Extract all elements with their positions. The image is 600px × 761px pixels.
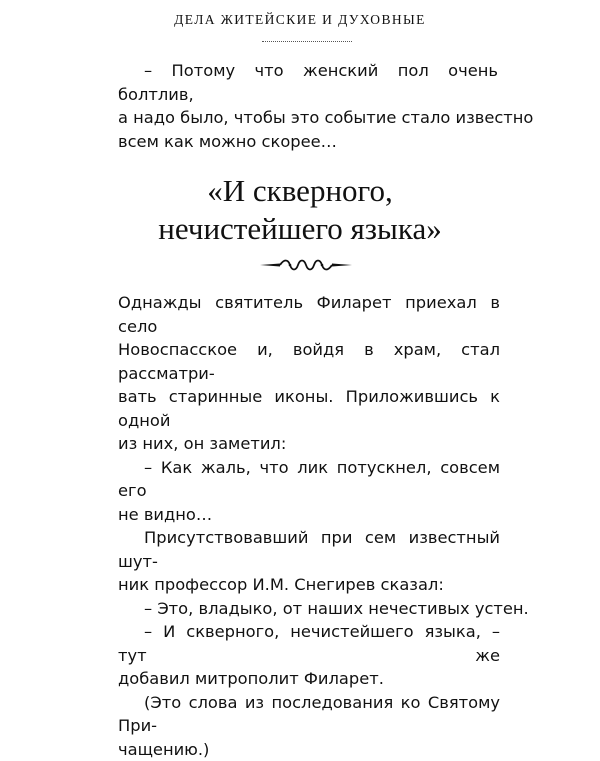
text-line: (Это слова из последования ко Святому При- — [118, 691, 500, 738]
paragraph — [118, 620, 500, 691]
paragraph — [118, 691, 500, 761]
text-line: Однажды святитель Филарет приехал в село — [118, 291, 500, 338]
text-line: – И скверного, нечистейшего языка, – тут же — [118, 620, 500, 667]
text-line: Новоспасское и, войдя в храм, стал рассматри- — [118, 338, 500, 385]
text-line: Присутствовавший при сем известный шут- — [118, 526, 500, 573]
text-line: чащению.) — [118, 738, 500, 761]
text-line: добавил митрополит Филарет. — [118, 667, 500, 691]
text-line: всем как можно скорее… — [118, 130, 498, 154]
chapter-title-line-1: «И скверного, — [0, 172, 600, 210]
ornament-divider-icon — [258, 257, 354, 273]
text-line: а надо было, чтобы это событие стало известно — [118, 106, 498, 130]
story-text — [118, 291, 500, 761]
paragraph — [118, 597, 500, 621]
top-paragraph — [118, 59, 498, 153]
text-line: не видно… — [118, 503, 500, 527]
text-line: – Как жаль, что лик потускнел, совсем его — [118, 456, 500, 503]
running-head-dotted-rule — [262, 41, 352, 42]
text-line: вать старинные иконы. Приложившись к одной — [118, 385, 500, 432]
text-line: – Потому что женский пол очень болтлив, — [118, 59, 498, 106]
chapter-title-line-2: нечистейшего языка» — [0, 210, 600, 248]
running-head: ДЕЛА ЖИТЕЙСКИЕ И ДУХОВНЫЕ — [0, 12, 600, 28]
paragraph — [118, 456, 500, 527]
paragraph — [118, 526, 500, 597]
text-line: из них, он заметил: — [118, 432, 500, 456]
chapter-title — [0, 172, 600, 248]
text-line: ник профессор И.М. Снегирев сказал: — [118, 573, 500, 597]
text-line: – Это, владыко, от наших нечестивых устен. — [118, 597, 500, 621]
paragraph — [118, 291, 500, 456]
